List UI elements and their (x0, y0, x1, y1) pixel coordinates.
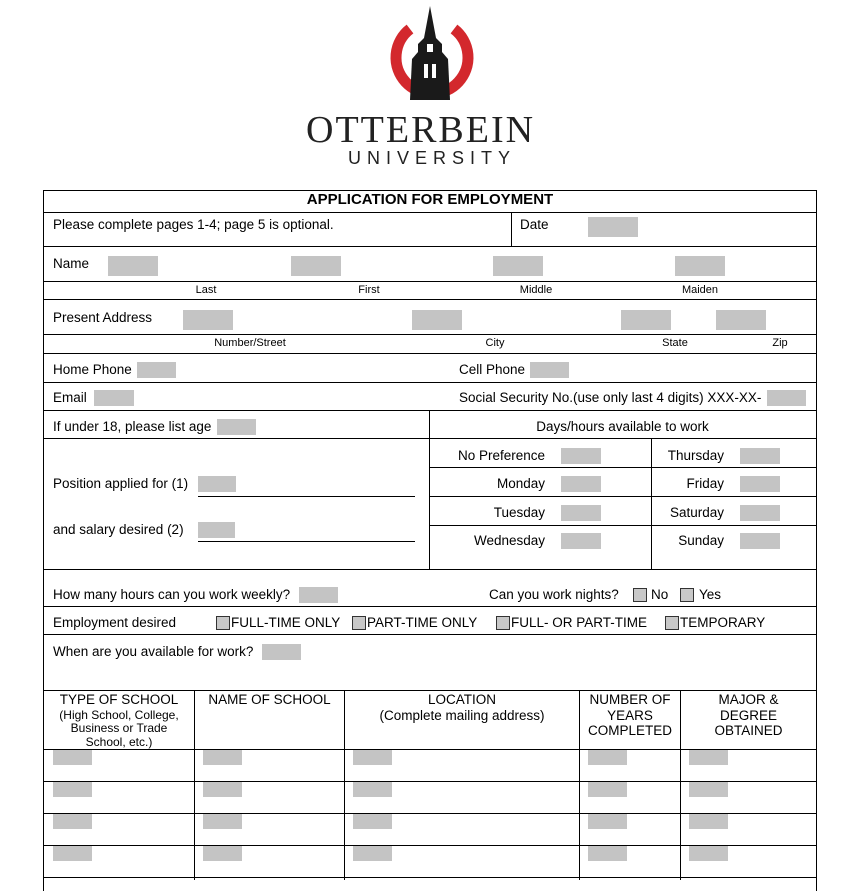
hours-label: How many hours can you work weekly? (53, 587, 291, 602)
saturday-field[interactable] (740, 505, 780, 521)
school-row-1-major[interactable] (689, 750, 728, 765)
available-label: When are you available for work? (53, 644, 254, 659)
name-sublabel-first: First (358, 284, 380, 296)
maiden-name-field[interactable] (675, 256, 725, 276)
nights-yes-checkbox[interactable] (680, 588, 694, 602)
major-header-2: DEGREE (719, 708, 777, 723)
part-time-label: PART-TIME ONLY (367, 615, 478, 630)
day-saturday: Saturday (669, 505, 724, 520)
nights-no-checkbox[interactable] (633, 588, 647, 602)
school-row-1-name[interactable] (203, 750, 242, 765)
cell-phone-field[interactable] (530, 362, 569, 378)
location-subheader: (Complete mailing address) (379, 708, 545, 723)
school-row-4-name[interactable] (203, 846, 242, 861)
day-friday: Friday (686, 476, 724, 491)
home-phone-label: Home Phone (53, 362, 132, 377)
school-row-3-name[interactable] (203, 814, 242, 829)
name-sublabel-last: Last (195, 284, 217, 296)
salary-field[interactable] (198, 522, 235, 538)
school-row-4-type[interactable] (53, 846, 92, 861)
temporary-checkbox[interactable] (665, 616, 679, 630)
school-row-1-type[interactable] (53, 750, 92, 765)
zip-field[interactable] (716, 310, 766, 330)
school-row-4-years[interactable] (588, 846, 627, 861)
full-time-label: FULL-TIME ONLY (231, 615, 341, 630)
home-phone-field[interactable] (137, 362, 176, 378)
first-name-field[interactable] (291, 256, 341, 276)
school-row-3-type[interactable] (53, 814, 92, 829)
available-field[interactable] (262, 644, 301, 660)
age-field[interactable] (217, 419, 256, 435)
ssn-label: Social Security No.(use only last 4 digits) XXX-XX- (459, 390, 762, 405)
address-sublabel-street: Number/Street (214, 337, 286, 349)
school-row-3-major[interactable] (689, 814, 728, 829)
years-header-1: NUMBER OF (589, 692, 671, 707)
email-field[interactable] (94, 390, 134, 406)
nights-yes-label: Yes (699, 587, 722, 602)
days-header: Days/hours available to work (536, 419, 709, 434)
full-time-checkbox[interactable] (216, 616, 230, 630)
email-label: Email (53, 390, 87, 405)
school-name-header: NAME OF SCHOOL (208, 692, 331, 707)
day-thursday: Thursday (667, 448, 724, 463)
monday-field[interactable] (561, 476, 601, 492)
day-monday: Monday (496, 476, 545, 491)
school-row-3-years[interactable] (588, 814, 627, 829)
name-sublabel-middle: Middle (519, 284, 553, 296)
school-type-subheader-1: (High School, College, (59, 708, 179, 722)
school-row-4-location[interactable] (353, 846, 392, 861)
name-sublabel-maiden: Maiden (681, 284, 719, 296)
school-type-subheader-3: School, etc.) (85, 735, 153, 749)
name-label: Name (53, 256, 90, 271)
location-header: LOCATION (427, 692, 496, 707)
years-header-3: COMPLETED (587, 723, 672, 738)
wednesday-field[interactable] (561, 533, 601, 549)
nights-no-label: No (651, 587, 669, 602)
school-row-1-years[interactable] (588, 750, 627, 765)
date-field[interactable] (588, 217, 638, 237)
address-sublabel-city: City (485, 337, 505, 349)
address-sublabel-state: State (662, 337, 688, 349)
salary-label: and salary desired (2) (53, 522, 184, 537)
address-sublabel-zip: Zip (772, 337, 788, 349)
major-header-1: MAJOR & (718, 692, 779, 707)
street-field[interactable] (183, 310, 233, 330)
middle-name-field[interactable] (493, 256, 543, 276)
day-sunday: Sunday (678, 533, 724, 548)
hours-field[interactable] (299, 587, 338, 603)
day-no-preference: No Preference (457, 448, 545, 463)
school-type-header: TYPE OF SCHOOL (59, 692, 179, 707)
school-row-4-major[interactable] (689, 846, 728, 861)
address-label: Present Address (53, 310, 153, 325)
years-header-2: YEARS (607, 708, 653, 723)
cell-phone-label: Cell Phone (459, 362, 526, 377)
no-preference-field[interactable] (561, 448, 601, 464)
school-row-2-type[interactable] (53, 782, 92, 797)
day-wednesday: Wednesday (473, 533, 545, 548)
employment-label: Employment desired (53, 615, 177, 630)
sunday-field[interactable] (740, 533, 780, 549)
church-tower-icon (380, 4, 480, 104)
friday-field[interactable] (740, 476, 780, 492)
school-row-2-name[interactable] (203, 782, 242, 797)
last-name-field[interactable] (108, 256, 158, 276)
date-label: Date (520, 217, 549, 232)
school-type-subheader-2: Business or Trade (70, 721, 168, 735)
instructions-text: Please complete pages 1-4; page 5 is optional. (53, 217, 334, 232)
full-or-part-label: FULL- OR PART-TIME (511, 615, 648, 630)
position-field[interactable] (198, 476, 236, 492)
logo-wordmark: OTTERBEIN (306, 109, 536, 151)
school-row-2-location[interactable] (353, 782, 392, 797)
nights-label: Can you work nights? (489, 587, 619, 602)
day-tuesday: Tuesday (493, 505, 545, 520)
school-row-2-major[interactable] (689, 782, 728, 797)
thursday-field[interactable] (740, 448, 780, 464)
school-row-3-location[interactable] (353, 814, 392, 829)
full-or-part-checkbox[interactable] (496, 616, 510, 630)
part-time-checkbox[interactable] (352, 616, 366, 630)
otterbein-logo (380, 4, 480, 104)
logo-subtitle: UNIVERSITY (348, 148, 517, 168)
ssn-field[interactable] (767, 390, 806, 406)
school-row-1-location[interactable] (353, 750, 392, 765)
temporary-label: TEMPORARY (680, 615, 766, 630)
school-row-2-years[interactable] (588, 782, 627, 797)
age-label: If under 18, please list age (53, 419, 212, 434)
position-label: Position applied for (1) (53, 476, 189, 491)
state-field[interactable] (621, 310, 671, 330)
major-header-3: OBTAINED (714, 723, 783, 738)
tuesday-field[interactable] (561, 505, 601, 521)
form-title: APPLICATION FOR EMPLOYMENT (306, 191, 554, 208)
city-field[interactable] (412, 310, 462, 330)
